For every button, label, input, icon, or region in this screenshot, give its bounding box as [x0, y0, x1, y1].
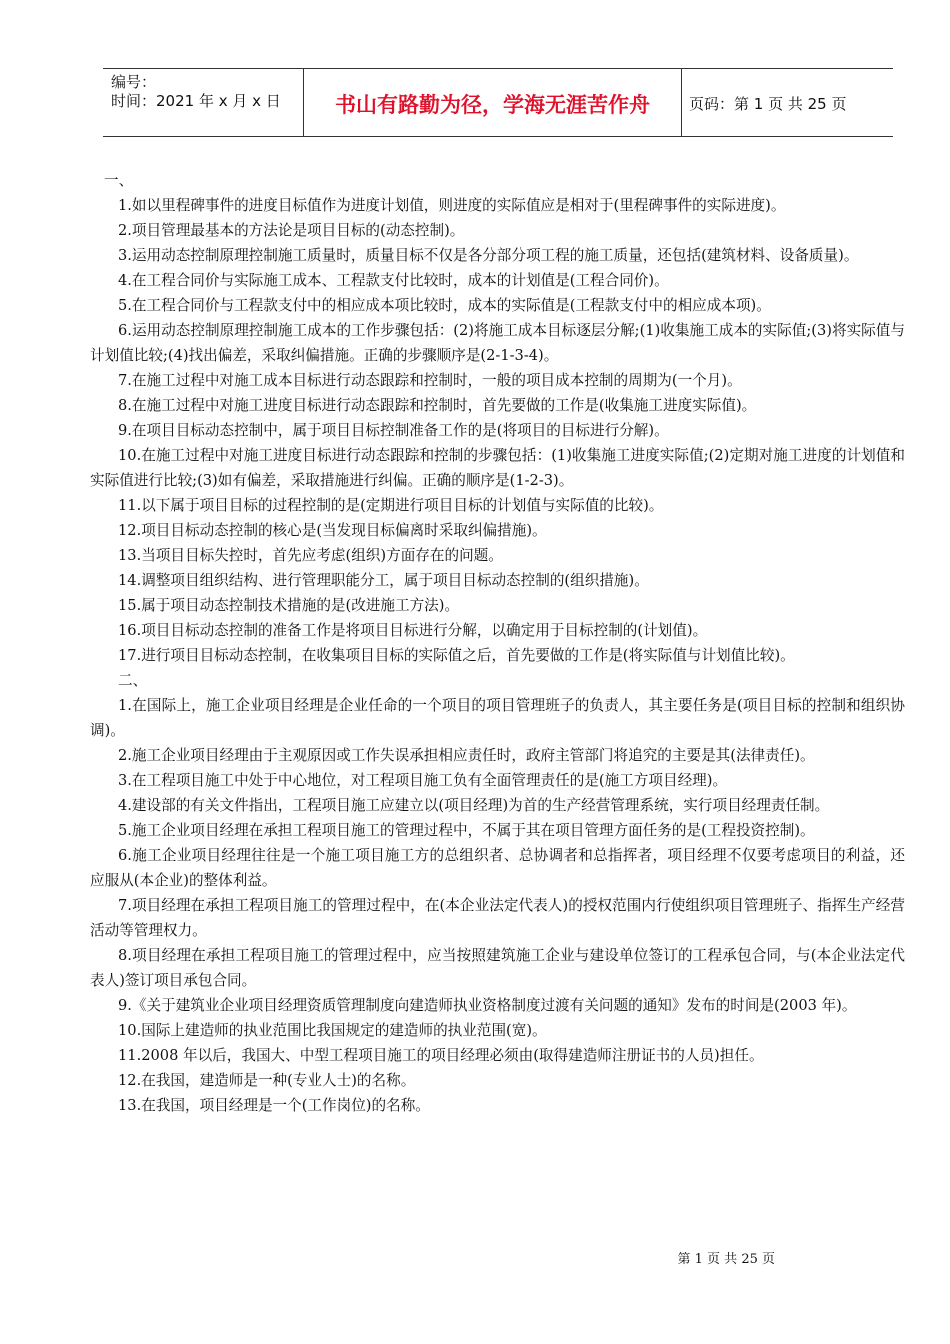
paragraph: 8.在施工过程中对施工进度目标进行动态跟踪和控制时，首先要做的工作是(收集施工进度实际值)。 [118, 397, 757, 414]
paragraph: 10.国际上建造师的执业范围比我国规定的建造师的执业范围(宽)。 [118, 1022, 547, 1039]
paragraph: 7.在施工过程中对施工成本目标进行动态跟踪和控制时，一般的项目成本控制的周期为(一个月)。 [118, 372, 742, 389]
paragraph: 17.进行项目目标动态控制，在收集项目目标的实际值之后，首先要做的工作是(将实际值与计划值比较)。 [118, 647, 795, 664]
header-meta [111, 73, 281, 111]
paragraph: 5.施工企业项目经理在承担工程项目施工的管理过程中，不属于其在项目管理方面任务的是(工程投资控制)。 [118, 822, 815, 839]
paragraph: 1.在国际上，施工企业项目经理是企业任命的一个项目的项目管理班子的负责人，其主要任务是(项目目标的控制和组织协调)。 [90, 697, 905, 739]
paragraph: 9.《关于建筑业企业项目经理资质管理制度向建造师执业资格制度过渡有关问题的通知》发布的时间是(2003 年)。 [118, 997, 857, 1014]
paragraph: 8.项目经理在承担工程项目施工的管理过程中，应当按照建筑施工企业与建设单位签订的工程承包合同，与(本企业法定代表人)签订项目承包合同。 [90, 947, 905, 989]
paragraph: 4.建设部的有关文件指出，工程项目施工应建立以(项目经理)为首的生产经营管理系统，实行项目经理责任制。 [118, 797, 830, 814]
paragraph: 12.项目目标动态控制的核心是(当发现目标偏离时采取纠偏措施)。 [118, 522, 547, 539]
page-footer-number: 第 1 页 共 25 页 [677, 1252, 775, 1267]
paragraph: 15.属于项目动态控制技术措施的是(改进施工方法)。 [118, 597, 460, 614]
header-motto: 书山有路勤为径，学海无涯苦作舟 [335, 93, 650, 117]
paragraph: 11.以下属于项目目标的过程控制的是(定期进行项目目标的计划值与实际值的比较)。 [118, 497, 664, 514]
paragraph: 16.项目目标动态控制的准备工作是将项目目标进行分解，以确定用于目标控制的(计划值)。 [118, 622, 708, 639]
header-page-number: 页码：第 1 页 共 25 页 [689, 95, 847, 113]
document-number-label: 编号： [111, 73, 157, 91]
page-header [103, 68, 893, 137]
header-divider [681, 69, 682, 136]
paragraph: 4.在工程合同价与实际施工成本、工程款支付比较时，成本的计划值是(工程合同价)。 [118, 272, 669, 289]
paragraph: 3.在工程项目施工中处于中心地位，对工程项目施工负有全面管理责任的是(施工方项目经理)。 [118, 772, 728, 789]
paragraph: 14.调整项目组织结构、进行管理职能分工，属于项目目标动态控制的(组织措施)。 [118, 572, 649, 589]
paragraph: 7.项目经理在承担工程项目施工的管理过程中，在(本企业法定代表人)的授权范围内行使组织项目管理班子、指挥生产经营活动等管理权力。 [90, 897, 905, 939]
paragraph: 3.运用动态控制原理控制施工质量时，质量目标不仅是各分部分项工程的施工质量，还包括(建筑材料、设备质量)。 [118, 247, 859, 264]
paragraph: 13.当项目目标失控时，首先应考虑(组织)方面存在的问题。 [118, 547, 503, 564]
paragraph: 2.项目管理最基本的方法论是项目目标的(动态控制)。 [118, 222, 465, 239]
paragraph: 1.如以里程碑事件的进度目标值作为进度计划值，则进度的实际值应是相对于(里程碑事件的实际进度)。 [118, 197, 786, 214]
paragraph: 6.运用动态控制原理控制施工成本的工作步骤包括：(2)将施工成本目标逐层分解;(1)收集施工成本的实际值;(3)将实际值与计划值比较;(4)找出偏差，采取纠偏措施。正确的步骤顺序是(2-1-3-4)。 [90, 322, 905, 364]
paragraph: 9.在项目目标动态控制中，属于项目目标控制准备工作的是(将项目的目标进行分解)。 [118, 422, 669, 439]
paragraph: 10.在施工过程中对施工进度目标进行动态跟踪和控制的步骤包括：(1)收集施工进度实际值;(2)定期对施工进度的计划值和实际值进行比较;(3)如有偏差，采取措施进行纠偏。正确的顺序是(1-2-3)。 [90, 447, 905, 489]
document-body [90, 168, 905, 1118]
paragraph: 2.施工企业项目经理由于主观原因或工作失误承担相应责任时，政府主管部门将追究的主要是其(法律责任)。 [118, 747, 815, 764]
section-heading: 二、 [118, 672, 148, 689]
paragraph: 12.在我国，建造师是一种(专业人士)的名称。 [118, 1072, 416, 1089]
paragraph: 6.施工企业项目经理往往是一个施工项目施工方的总组织者、总协调者和总指挥者，项目经理不仅要考虑项目的利益，还应服从(本企业)的整体利益。 [90, 847, 905, 889]
document-time-label: 时间：2021 年 x 月 x 日 [111, 92, 281, 110]
paragraph: 13.在我国，项目经理是一个(工作岗位)的名称。 [118, 1097, 430, 1114]
section-heading: 一、 [104, 172, 134, 189]
paragraph: 5.在工程合同价与工程款支付中的相应成本项比较时，成本的实际值是(工程款支付中的相应成本项)。 [118, 297, 771, 314]
paragraph: 11.2008 年以后，我国大、中型工程项目施工的项目经理必须由(取得建造师注册证书的人员)担任。 [118, 1047, 764, 1064]
